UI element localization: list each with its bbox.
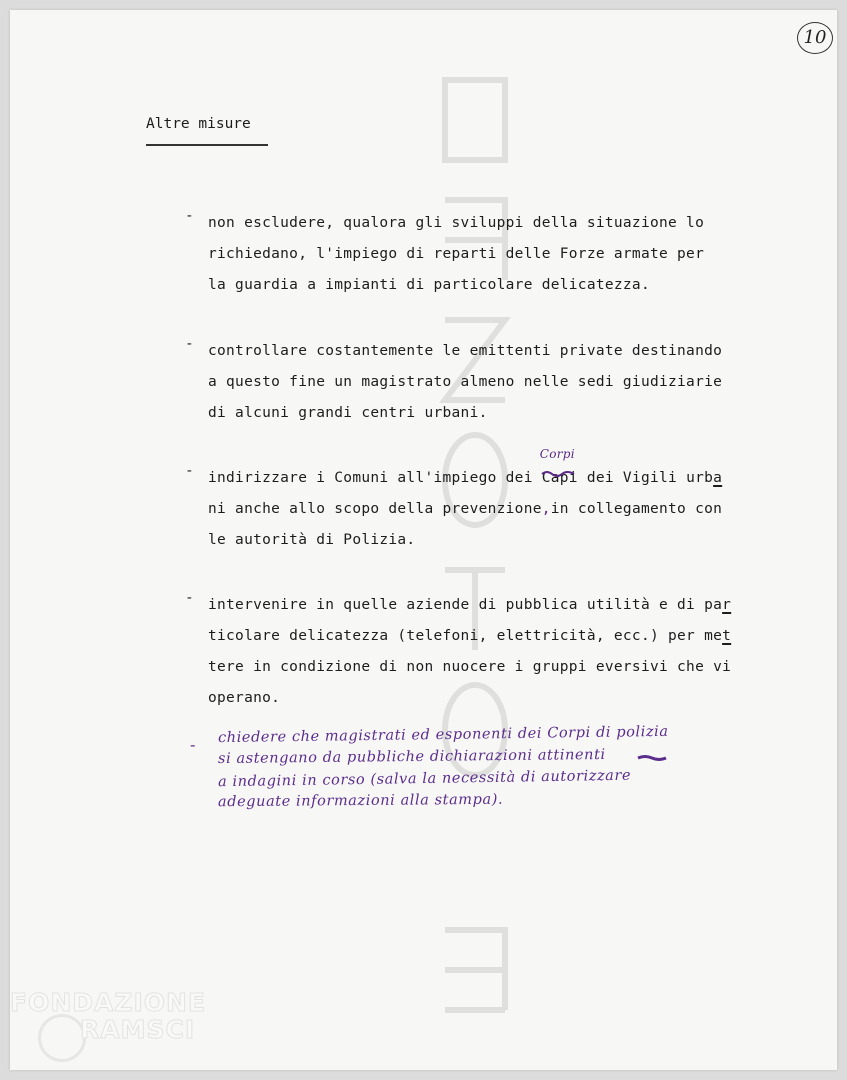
inserted-comma: , <box>541 501 551 517</box>
page-number: 10 <box>803 27 827 48</box>
handwritten-line: chiedere che magistrati ed esponenti dei Corpi di polizia <box>217 723 669 747</box>
strikethrough-scribble <box>541 470 575 478</box>
section-heading: Altre misure <box>146 116 251 132</box>
text-line: ticolare delicatezza (telefoni, elettricità, ecc.) per met <box>208 628 732 644</box>
list-dash: - <box>185 336 194 352</box>
handwritten-line: adeguate informazioni alla stampa). <box>217 791 504 811</box>
list-dash: - <box>185 463 194 479</box>
text-line: intervenire in quelle aziende di pubblica utilità e di par <box>208 597 732 613</box>
text-line: a questo fine un magistrato almeno nelle sedi giudiziarie <box>208 374 723 390</box>
fondazione-gramsci-logo: FONDAZIONE RAMSCI <box>10 988 220 1068</box>
list-dash: - <box>185 590 194 606</box>
text-line: controllare costantemente le emittenti private destinando <box>208 343 723 359</box>
correction-mark <box>539 447 578 494</box>
text-line: operano. <box>208 690 281 706</box>
archive-watermark <box>430 50 520 1070</box>
handwritten-strikeout <box>637 755 667 761</box>
list-dash: - <box>185 208 194 224</box>
heading-underline <box>146 144 268 146</box>
text-line: ni anche allo scopo della prevenzione,in collegamento con <box>208 501 723 517</box>
handwritten-dash: - <box>190 735 196 754</box>
text-line: di alcuni grandi centri urbani. <box>208 405 488 421</box>
text-line: la guardia a impianti di particolare delicatezza. <box>208 277 650 293</box>
document-page <box>10 10 837 1070</box>
text-line: non escludere, qualora gli sviluppi della situazione lo <box>208 215 705 231</box>
struck-word: Capi <box>541 470 578 486</box>
logo-g-icon <box>38 1014 86 1062</box>
text-line: indirizzare i Comuni all'impiego dei Corpi Capi dei Vigili urba <box>208 463 722 494</box>
text-line: le autorità di Polizia. <box>208 532 416 548</box>
text-line: tere in condizione di non nuocere i gruppi eversivi che vi <box>208 659 732 675</box>
text-line: richiedano, l'impiego di reparti delle Forze armate per <box>208 246 705 262</box>
handwritten-line: a indagini in corso (salva la necessità di autorizzare <box>217 767 632 791</box>
handwritten-line: si astengano da pubbliche dichiarazioni attinenti <box>217 746 606 768</box>
handwritten-correction: Corpi <box>539 447 575 461</box>
